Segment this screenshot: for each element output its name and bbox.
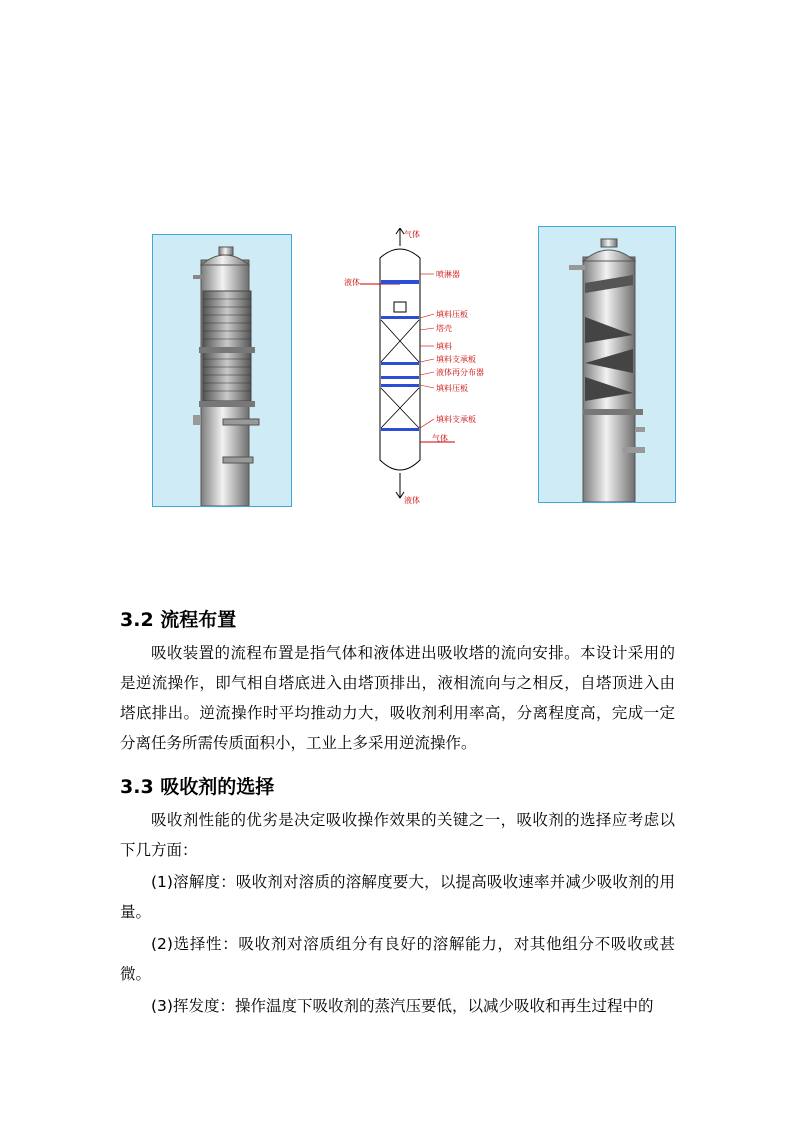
label-packing: 填料 [436,342,452,351]
label-liquid-inlet: 液体 [344,278,360,287]
label-packing-support-1: 填料支承板 [436,355,476,364]
left-tower-image [152,234,292,507]
label-packing-support-2: 填料支承板 [436,415,476,424]
section-heading-3-2: 3.2 流程布置 [120,609,237,631]
section-heading-3-3: 3.3 吸收剂的选择 [120,776,275,798]
paragraph-solubility: (1)溶解度：吸收剂对溶质的溶解度要大，以提高吸收速率并减少吸收剂的用量。 [120,873,675,921]
packed-tower-cutaway-illustration [153,235,291,506]
label-gas-outlet: 气体 [404,230,420,239]
paragraph-selectivity: (2)选择性：吸收剂对溶质组分有良好的溶解能力，对其他组分不吸收或甚微。 [120,935,675,983]
right-tower-image [538,226,676,503]
label-liquid-outlet: 液体 [404,496,420,505]
paragraph-volatility: (3)挥发度：操作温度下吸收剂的蒸汽压要低，以减少吸收和再生过程中的 [151,997,654,1015]
label-sprayer: 喷淋器 [436,270,460,279]
label-shell: 塔壳 [436,324,452,333]
paragraph-absorbent-intro: 吸收剂性能的优劣是决定吸收操作效果的关键之一，吸收剂的选择应考虑以下几方面： [120,811,675,859]
label-packing-press-1: 填料压板 [436,310,468,319]
label-packing-press-2: 填料压板 [436,384,468,393]
label-gas-inlet: 气体 [432,434,448,443]
label-liquid-redistributor: 液体再分布器 [436,368,484,377]
tower-schematic-diagram [340,228,490,513]
plate-tower-cutaway-illustration [539,227,675,502]
paragraph-flow-arrangement: 吸收装置的流程布置是指气体和液体进出吸收塔的流向安排。本设计采用的是逆流操作，即气相自塔底进入由塔顶排出，液相流向与之相反，自塔顶进入由塔底排出。逆流操作时平均推动力大，吸收剂利用率高，分离程度高，完成一定分离任务所需传质面积小，工业上多采用逆流操作。 [120,644,675,752]
